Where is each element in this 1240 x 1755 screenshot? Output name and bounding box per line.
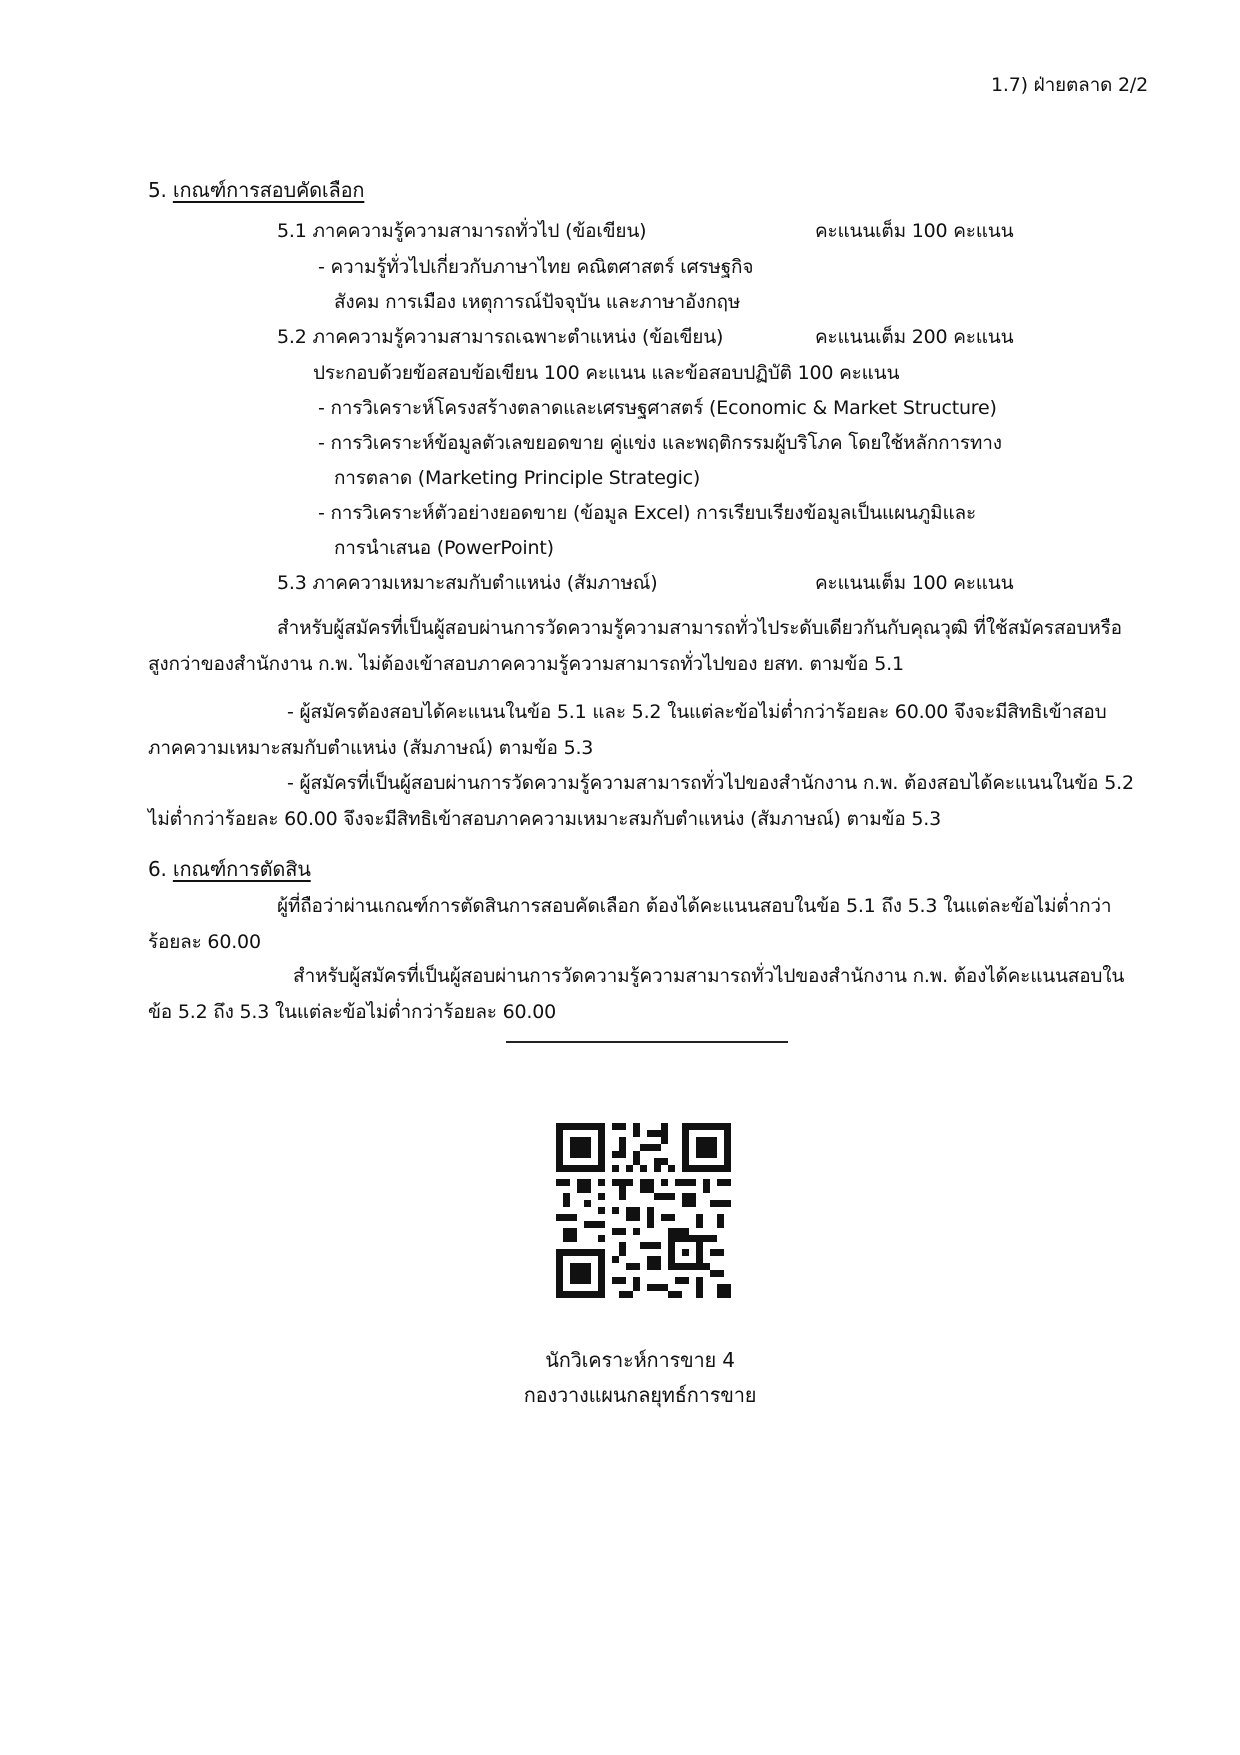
item-5-3-score: คะแนนเต็ม 100 คะแนน [815, 572, 1014, 594]
item-5-2-subitem-1: - การวิเคราะห์โครงสร้างตลาดและเศรษฐศาสตร์ (Economic & Market Structure) [318, 397, 997, 419]
footer-position-title: นักวิเคราะห์การขาย 4 [545, 1348, 735, 1372]
item-5-1-detail-line-1: - ความรู้ทั่วไปเกี่ยวกับภาษาไทย คณิตศาสตร์ เศรษฐกิจ [318, 256, 754, 278]
section-6-paragraph-2-line-2: ข้อ 5.2 ถึง 5.3 ในแต่ละข้อไม่ต่ำกว่าร้อยละ 60.00 [148, 1001, 557, 1023]
section-6-paragraph-2-line-1: สำหรับผู้สมัครที่เป็นผู้สอบผ่านการวัดความรู้ความสามารถทั่วไปของสำนักงาน ก.พ. ต้องได้คะแนนสอบใน [293, 965, 1125, 987]
section-6-title: เกณฑ์การตัดสิน [172, 857, 311, 881]
item-5-2-subitem-2-line-1: - การวิเคราะห์ข้อมูลตัวเลขยอดขาย คู่แข่ง และพฤติกรรมผู้บริโภค โดยใช้หลักการทาง [318, 432, 1002, 454]
section-5-heading [148, 177, 364, 203]
section-5-paragraph-2-line-1: - ผู้สมัครต้องสอบได้คะแนนในข้อ 5.1 และ 5.2 ในแต่ละข้อไม่ต่ำกว่าร้อยละ 60.00 จึงจะมีสิทธิเข้าสอบ [287, 701, 1107, 723]
section-5-number: 5. [148, 178, 167, 202]
section-6-number: 6. [148, 857, 167, 881]
qr-code [556, 1123, 731, 1298]
item-5-2-subitem-3-line-2: การนำเสนอ (PowerPoint) [334, 537, 554, 559]
item-5-3-label: 5.3 ภาคความเหมาะสมกับตำแหน่ง (สัมภาษณ์) [277, 572, 658, 594]
section-6-paragraph-1-line-2: ร้อยละ 60.00 [148, 931, 261, 953]
end-divider [506, 1041, 788, 1043]
section-5-paragraph-1-line-1: สำหรับผู้สมัครที่เป็นผู้สอบผ่านการวัดความรู้ความสามารถทั่วไประดับเดียวกันกับคุณวุฒิ ที่ใช้สมัครสอบหรือ [277, 617, 1122, 639]
section-5-paragraph-3-line-2: ไม่ต่ำกว่าร้อยละ 60.00 จึงจะมีสิทธิเข้าสอบภาคความเหมาะสมกับตำแหน่ง (สัมภาษณ์) ตามข้อ 5.3 [148, 808, 941, 830]
item-5-2-subitem-2-line-2: การตลาด (Marketing Principle Strategic) [334, 467, 701, 489]
section-5-paragraph-2-line-2: ภาคความเหมาะสมกับตำแหน่ง (สัมภาษณ์) ตามข้อ 5.3 [148, 737, 594, 759]
item-5-1-detail-line-2: สังคม การเมือง เหตุการณ์ปัจจุบัน และภาษาอังกฤษ [334, 291, 741, 313]
section-5-paragraph-1-line-2: สูงกว่าของสำนักงาน ก.พ. ไม่ต้องเข้าสอบภาคความรู้ความสามารถทั่วไปของ ยสท. ตามข้อ 5.1 [148, 653, 904, 675]
section-5-paragraph-3-line-1: - ผู้สมัครที่เป็นผู้สอบผ่านการวัดความรู้ความสามารถทั่วไปของสำนักงาน ก.พ. ต้องสอบได้คะแนนในข้อ 5.2 [287, 772, 1134, 794]
item-5-2-score: คะแนนเต็ม 200 คะแนน [815, 326, 1014, 348]
section-6-heading [148, 856, 311, 882]
item-5-2-composition: ประกอบด้วยข้อสอบข้อเขียน 100 คะแนน และข้อสอบปฏิบัติ 100 คะแนน [313, 362, 900, 384]
footer-department: กองวางแผนกลยุทธ์การขาย [523, 1383, 757, 1407]
item-5-2-label: 5.2 ภาคความรู้ความสามารถเฉพาะตำแหน่ง (ข้อเขียน) [277, 326, 724, 348]
item-5-1-score: คะแนนเต็ม 100 คะแนน [815, 220, 1014, 242]
section-5-title: เกณฑ์การสอบคัดเลือก [172, 178, 365, 202]
section-6-paragraph-1-line-1: ผู้ที่ถือว่าผ่านเกณฑ์การตัดสินการสอบคัดเลือก ต้องได้คะแนนสอบในข้อ 5.1 ถึง 5.3 ในแต่ละข้อไม่ต่ำกว่า [277, 895, 1112, 917]
item-5-1-label: 5.1 ภาคความรู้ความสามารถทั่วไป (ข้อเขียน) [277, 220, 647, 242]
page-reference: 1.7) ฝ่ายตลาด 2/2 [990, 74, 1148, 96]
item-5-2-subitem-3-line-1: - การวิเคราะห์ตัวอย่างยอดขาย (ข้อมูล Excel) การเรียบเรียงข้อมูลเป็นแผนภูมิและ [318, 502, 976, 524]
